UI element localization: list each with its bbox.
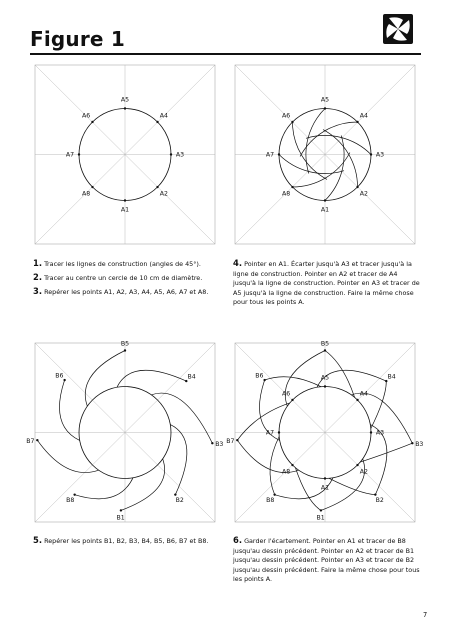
p1-label-a1: A1: [120, 206, 130, 214]
caption-step-4: 4. Pointer en A1. Écarter jusqu'à A3 et tracer jusqu'à la ligne de construction. Pointer en A2 et tracer de A4 jusqu'à la ligne de construction. Pointer en A3 et tracer de A5 jusqu'à la ligne de construction. Faire la même chose pour tous les points A.: [233, 258, 420, 307]
p2-label-a5: A5: [320, 96, 330, 104]
p1-point-a1: [124, 199, 126, 201]
p4-label-a4: A4: [359, 390, 368, 398]
page-title: Figure 1: [30, 27, 125, 51]
p1-label-a7: A7: [65, 151, 75, 159]
p2-point-a4: [356, 121, 358, 123]
p4-petal-b1: [295, 468, 320, 511]
p4-label-b6: B6: [255, 372, 264, 380]
p4-petal-b7: [237, 403, 289, 440]
p4-label-b4: B4: [387, 373, 396, 381]
caption-step-2: 2. Tracer au centre un cercle de 10 cm de diamètre.: [33, 272, 203, 283]
p2-arc-a4: [292, 122, 327, 179]
title-rule: [30, 53, 421, 55]
p2-point-a7: [278, 153, 280, 155]
p4-point-a3: [370, 431, 372, 433]
p4-label-b8: B8: [266, 497, 275, 505]
pinwheel-logo-icon: [383, 14, 413, 44]
caption-block-2: [233, 259, 421, 311]
p4-petal-b2: [329, 478, 375, 494]
caption-block-3: [33, 536, 223, 550]
p3-label-b8: B8: [66, 497, 75, 505]
page-number: 7: [423, 611, 428, 619]
p2-label-a6: A6: [282, 112, 291, 120]
p1-point-a5: [124, 107, 126, 109]
p1-point-a8: [91, 186, 93, 188]
p4-label-a1: A1: [320, 484, 330, 492]
p2-arc-a8: [323, 130, 358, 187]
p3-label-b1: B1: [116, 514, 125, 522]
p3-spiral-b5: [85, 351, 125, 407]
caption-step-6: 6. Garder l'écartement. Pointer en A1 et tracer de B8 jusqu'au dessin précédent. Pointer en A2 et tracer de B1 jusqu'au dessin précédent. Pointer en A3 et tracer de B2 jusqu'au dessin précédent. Faire la même chose pour tous les points A.: [233, 535, 420, 584]
p2-label-a3: A3: [375, 151, 385, 159]
p2-point-a3: [370, 153, 372, 155]
p2-arc-a1: [306, 135, 371, 154]
p4-label-b2: B2: [375, 497, 384, 505]
p3-label-b5: B5: [120, 340, 130, 348]
p4-point-a8: [291, 464, 293, 466]
p2-label-a4: A4: [359, 112, 368, 120]
panel-1-drawing: [33, 63, 217, 246]
p3-spiral-b6: [59, 380, 79, 440]
caption-block-1: [33, 259, 223, 301]
p4-spiral-b5: [285, 351, 325, 407]
p4-petal-b4: [371, 381, 386, 428]
p2-point-a2: [356, 186, 358, 188]
p4-point-a1: [324, 477, 326, 479]
p3-label-b4: B4: [187, 373, 196, 381]
p1-label-a3: A3: [175, 151, 185, 159]
p2-arc-a6: [292, 153, 349, 188]
p3-spiral-b1: [121, 459, 165, 511]
p3-label-b3: B3: [215, 441, 224, 449]
p2-arc-a5: [279, 155, 344, 174]
figure-panel-1: [33, 63, 217, 246]
caption-step-1: 1. Tracer les lignes de construction (angles de 45°).: [33, 258, 201, 268]
p1-label-a2: A2: [159, 190, 168, 198]
p2-arc-a2: [300, 122, 357, 157]
p4-label-a7: A7: [265, 429, 275, 437]
panel-4-drawing: [226, 340, 424, 524]
p2-label-a8: A8: [282, 190, 291, 198]
figure-panel-4: [226, 340, 424, 524]
caption-step-5: 5. Repérer les points B1, B2, B3, B4, B5, B6, B7 et B8.: [33, 535, 209, 545]
p3-spiral-b8: [75, 478, 133, 499]
p2-label-a2: A2: [359, 190, 368, 198]
p4-label-a2: A2: [359, 468, 368, 476]
p4-label-a5: A5: [320, 374, 330, 382]
p1-label-a5: A5: [120, 96, 130, 104]
caption-block-4: [233, 536, 421, 588]
p4-label-b7: B7: [226, 437, 235, 445]
p1-point-a6: [91, 121, 93, 123]
p4-point-a2: [356, 464, 358, 466]
p3-spiral-b2: [170, 425, 187, 495]
p1-point-a3: [170, 153, 172, 155]
p1-label-a8: A8: [82, 190, 91, 198]
p2-label-a1: A1: [320, 206, 330, 214]
p3-spiral-b3: [151, 393, 212, 443]
p2-point-a5: [324, 107, 326, 109]
p2-label-a7: A7: [265, 151, 275, 159]
p1-point-a2: [156, 186, 158, 188]
p1-point-a7: [78, 153, 80, 155]
figure-panel-3: [26, 340, 224, 524]
p1-label-a6: A6: [82, 112, 91, 120]
p3-label-b7: B7: [26, 437, 35, 445]
p3-spiral-b4: [117, 370, 186, 387]
p2-point-a8: [291, 186, 293, 188]
p4-label-a3: A3: [375, 429, 385, 437]
p4-petal-b6: [265, 377, 321, 387]
p4-label-b5: B5: [320, 340, 330, 348]
figure-panel-2: [233, 63, 417, 246]
p4-label-b1: B1: [316, 514, 325, 522]
p3-label-b2: B2: [175, 497, 184, 505]
p4-point-a6: [291, 399, 293, 401]
p1-point-a4: [156, 121, 158, 123]
p4-point-a5: [324, 385, 326, 387]
p2-point-a6: [291, 121, 293, 123]
p4-point-a7: [278, 431, 280, 433]
panel-2-drawing: [233, 63, 417, 246]
p4-label-a6: A6: [282, 390, 291, 398]
caption-step-3: 3. Repérer les points A1, A2, A3, A4, A5, A6, A7 et A8.: [33, 286, 209, 297]
panel-3-drawing: [26, 340, 224, 524]
p3-label-b6: B6: [55, 372, 64, 380]
p2-point-a1: [324, 199, 326, 201]
p4-point-a4: [356, 399, 358, 401]
p1-label-a4: A4: [159, 112, 168, 120]
p4-label-b3: B3: [415, 441, 424, 449]
p4-label-a8: A8: [282, 468, 291, 476]
